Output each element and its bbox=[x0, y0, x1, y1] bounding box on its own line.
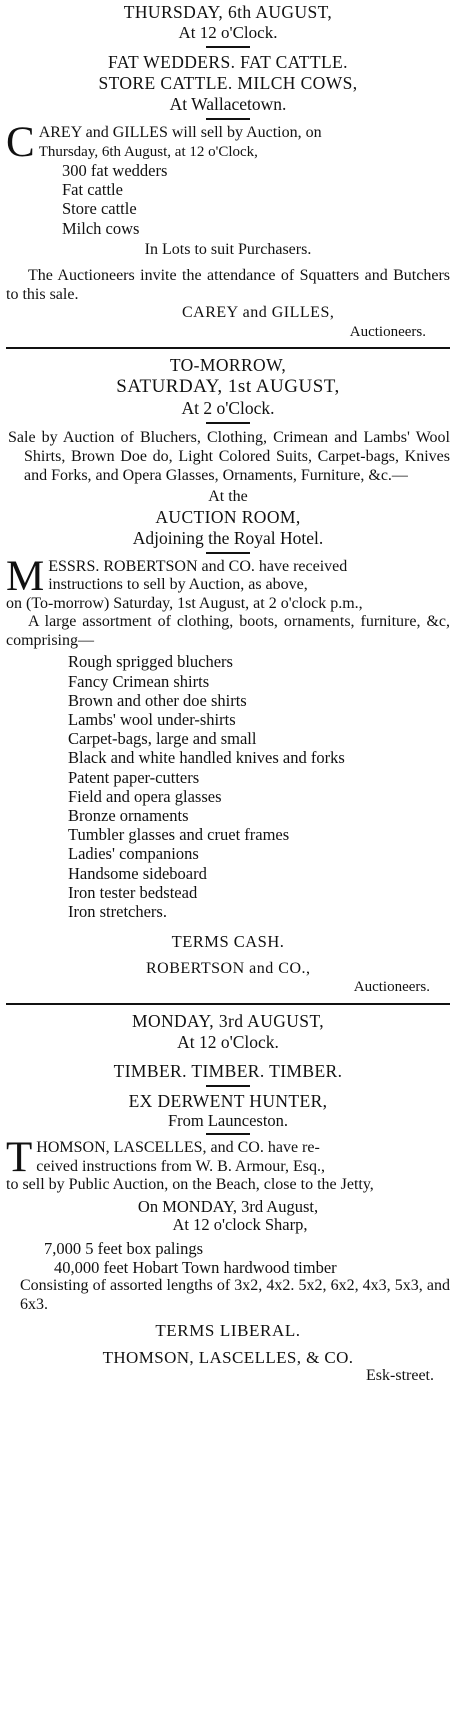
ad3-item-2: 40,000 feet Hobart Town hardwood timber bbox=[54, 1257, 337, 1277]
ad2-intro bbox=[6, 552, 450, 600]
ad3-intro-line-1: HOMSON, LASCELLES, and CO. have re- bbox=[36, 1139, 320, 1157]
short-divider bbox=[206, 422, 250, 424]
ad1-intro-line-1: AREY and GILLES will sell by Auction, on bbox=[38, 124, 322, 141]
list-item: Iron tester bedstead bbox=[68, 882, 198, 902]
list-item: Store cattle bbox=[62, 199, 137, 219]
ad2-venue: AUCTION ROOM, bbox=[155, 506, 301, 527]
ad2-assortment: A large assortment of clothing, boots, ornaments, furniture, &c, comprising— bbox=[6, 613, 450, 649]
list-item: Carpet-bags, large and small bbox=[68, 729, 257, 749]
ad2-signature: ROBERTSON and CO., bbox=[146, 959, 311, 977]
ad1-headline-1: FAT WEDDERS. FAT CATTLE. bbox=[108, 52, 348, 72]
ad1-time-line: At 12 o'Clock. bbox=[178, 23, 278, 42]
list-item: Field and opera glasses bbox=[68, 786, 222, 806]
ad3-signature: THOMSON, LASCELLES, & CO. bbox=[102, 1347, 354, 1367]
ad3-intro-rest: to sell by Public Auction, on the Beach, close to the Jetty, bbox=[6, 1176, 374, 1194]
ad1-location: At Wallacetown. bbox=[169, 94, 287, 114]
ad3-sharp: At 12 o'clock Sharp, bbox=[172, 1215, 308, 1235]
ad1-headline-2: STORE CATTLE. MILCH COWS, bbox=[98, 73, 358, 93]
ad2-signature-role: Auctioneers. bbox=[353, 979, 430, 996]
list-item: Brown and other doe shirts bbox=[68, 690, 247, 710]
list-item: Tumbler glasses and cruet frames bbox=[68, 825, 290, 845]
advert-separator bbox=[6, 347, 450, 349]
advert-thomson-lascelles bbox=[6, 1011, 450, 1386]
short-divider bbox=[206, 1133, 250, 1135]
ad1-item-list bbox=[6, 161, 450, 238]
list-item: Milch cows bbox=[62, 218, 140, 238]
list-item: 300 fat wedders bbox=[62, 161, 168, 180]
ad3-intro-line-2: ceived instructions from W. B. Armour, Esq., bbox=[36, 1157, 325, 1175]
list-item: Fat cattle bbox=[62, 180, 123, 200]
ad3-intro bbox=[6, 1134, 450, 1182]
ad2-summary: Sale by Auction of Bluchers, Clothing, Crimean and Lambs' Wool Shirts, Brown Doe do, Light Colored Suits, Carpet-bags, Knives and Forks, and Opera Glasses, Ornaments, Furniture, &c.— bbox=[8, 429, 450, 485]
list-item: Patent paper-cutters bbox=[68, 767, 200, 787]
list-item: Bronze ornaments bbox=[68, 805, 189, 825]
ad3-item-1: 7,000 5 feet box palings bbox=[44, 1238, 204, 1258]
ad3-signature-sub: Esk-street. bbox=[366, 1367, 434, 1385]
ad1-date-line: THURSDAY, 6th AUGUST, bbox=[123, 2, 333, 22]
ad1-intro-line-2: Thursday, 6th August, at 12 o'Clock, bbox=[38, 143, 258, 160]
advert-carey-gilles bbox=[6, 2, 450, 341]
ad2-intro-rest: on (To-morrow) Saturday, 1st August, at 2 o'clock p.m., bbox=[6, 594, 363, 612]
ad2-terms: TERMS CASH. bbox=[171, 932, 285, 952]
list-item: Handsome sideboard bbox=[68, 863, 207, 883]
list-item: Lambs' wool under-shirts bbox=[68, 709, 236, 729]
ad3-consisting: Consisting of assorted lengths of 3x2, 4x2. 5x2, 6x2, 4x3, 5x3, and 6x3. bbox=[20, 1277, 450, 1313]
ad1-signature: CAREY and GILLES, bbox=[182, 304, 335, 322]
ad2-intro-line-1: ESSRS. ROBERTSON and CO. have received bbox=[48, 557, 348, 575]
ad3-on-date: On MONDAY, 3rd August, bbox=[137, 1196, 319, 1216]
ad3-headline: TIMBER. TIMBER. TIMBER. bbox=[113, 1060, 343, 1081]
ad1-signature-role: Auctioneers. bbox=[349, 323, 426, 340]
list-item: Fancy Crimean shirts bbox=[68, 671, 210, 691]
ad3-terms: TERMS LIBERAL. bbox=[155, 1321, 301, 1341]
short-divider bbox=[206, 118, 250, 120]
ad1-lots: In Lots to suit Purchasers. bbox=[144, 240, 312, 258]
list-item: Rough sprigged bluchers bbox=[68, 652, 233, 672]
ad3-ship: EX DERWENT HUNTER, bbox=[128, 1090, 328, 1111]
ad2-item-list bbox=[6, 652, 450, 921]
ad2-venue-sub: Adjoining the Royal Hotel. bbox=[132, 527, 324, 548]
ad1-invite: The Auctioneers invite the attendance of Squatters and Butchers to this sale. bbox=[6, 267, 450, 303]
short-divider bbox=[206, 552, 250, 554]
advert-separator bbox=[6, 1003, 450, 1005]
ad1-dropcap: C bbox=[6, 119, 35, 166]
ad3-dropcap: T bbox=[6, 1134, 33, 1182]
ad2-dropcap: M bbox=[6, 552, 45, 600]
ad2-at-the: At the bbox=[208, 488, 248, 506]
short-divider bbox=[206, 1085, 250, 1087]
ad2-when-2: SATURDAY, 1st AUGUST, bbox=[116, 376, 340, 398]
list-item: Black and white handled knives and forks bbox=[68, 748, 345, 768]
list-item: Ladies' companions bbox=[68, 844, 199, 864]
ad3-time-line: At 12 o'Clock. bbox=[177, 1031, 279, 1052]
ad3-date-line: MONDAY, 3rd AUGUST, bbox=[131, 1010, 325, 1031]
ad2-time-line: At 2 o'Clock. bbox=[181, 398, 275, 419]
advert-robertson bbox=[6, 355, 450, 996]
ad3-from: From Launceston. bbox=[167, 1110, 289, 1130]
list-item: Iron stretchers. bbox=[68, 901, 167, 921]
ad2-intro-line-2: instructions to sell by Auction, as above, bbox=[48, 576, 308, 594]
short-divider bbox=[206, 46, 250, 48]
ad1-intro bbox=[6, 119, 450, 166]
ad2-when-1: TO-MORROW, bbox=[169, 355, 287, 376]
